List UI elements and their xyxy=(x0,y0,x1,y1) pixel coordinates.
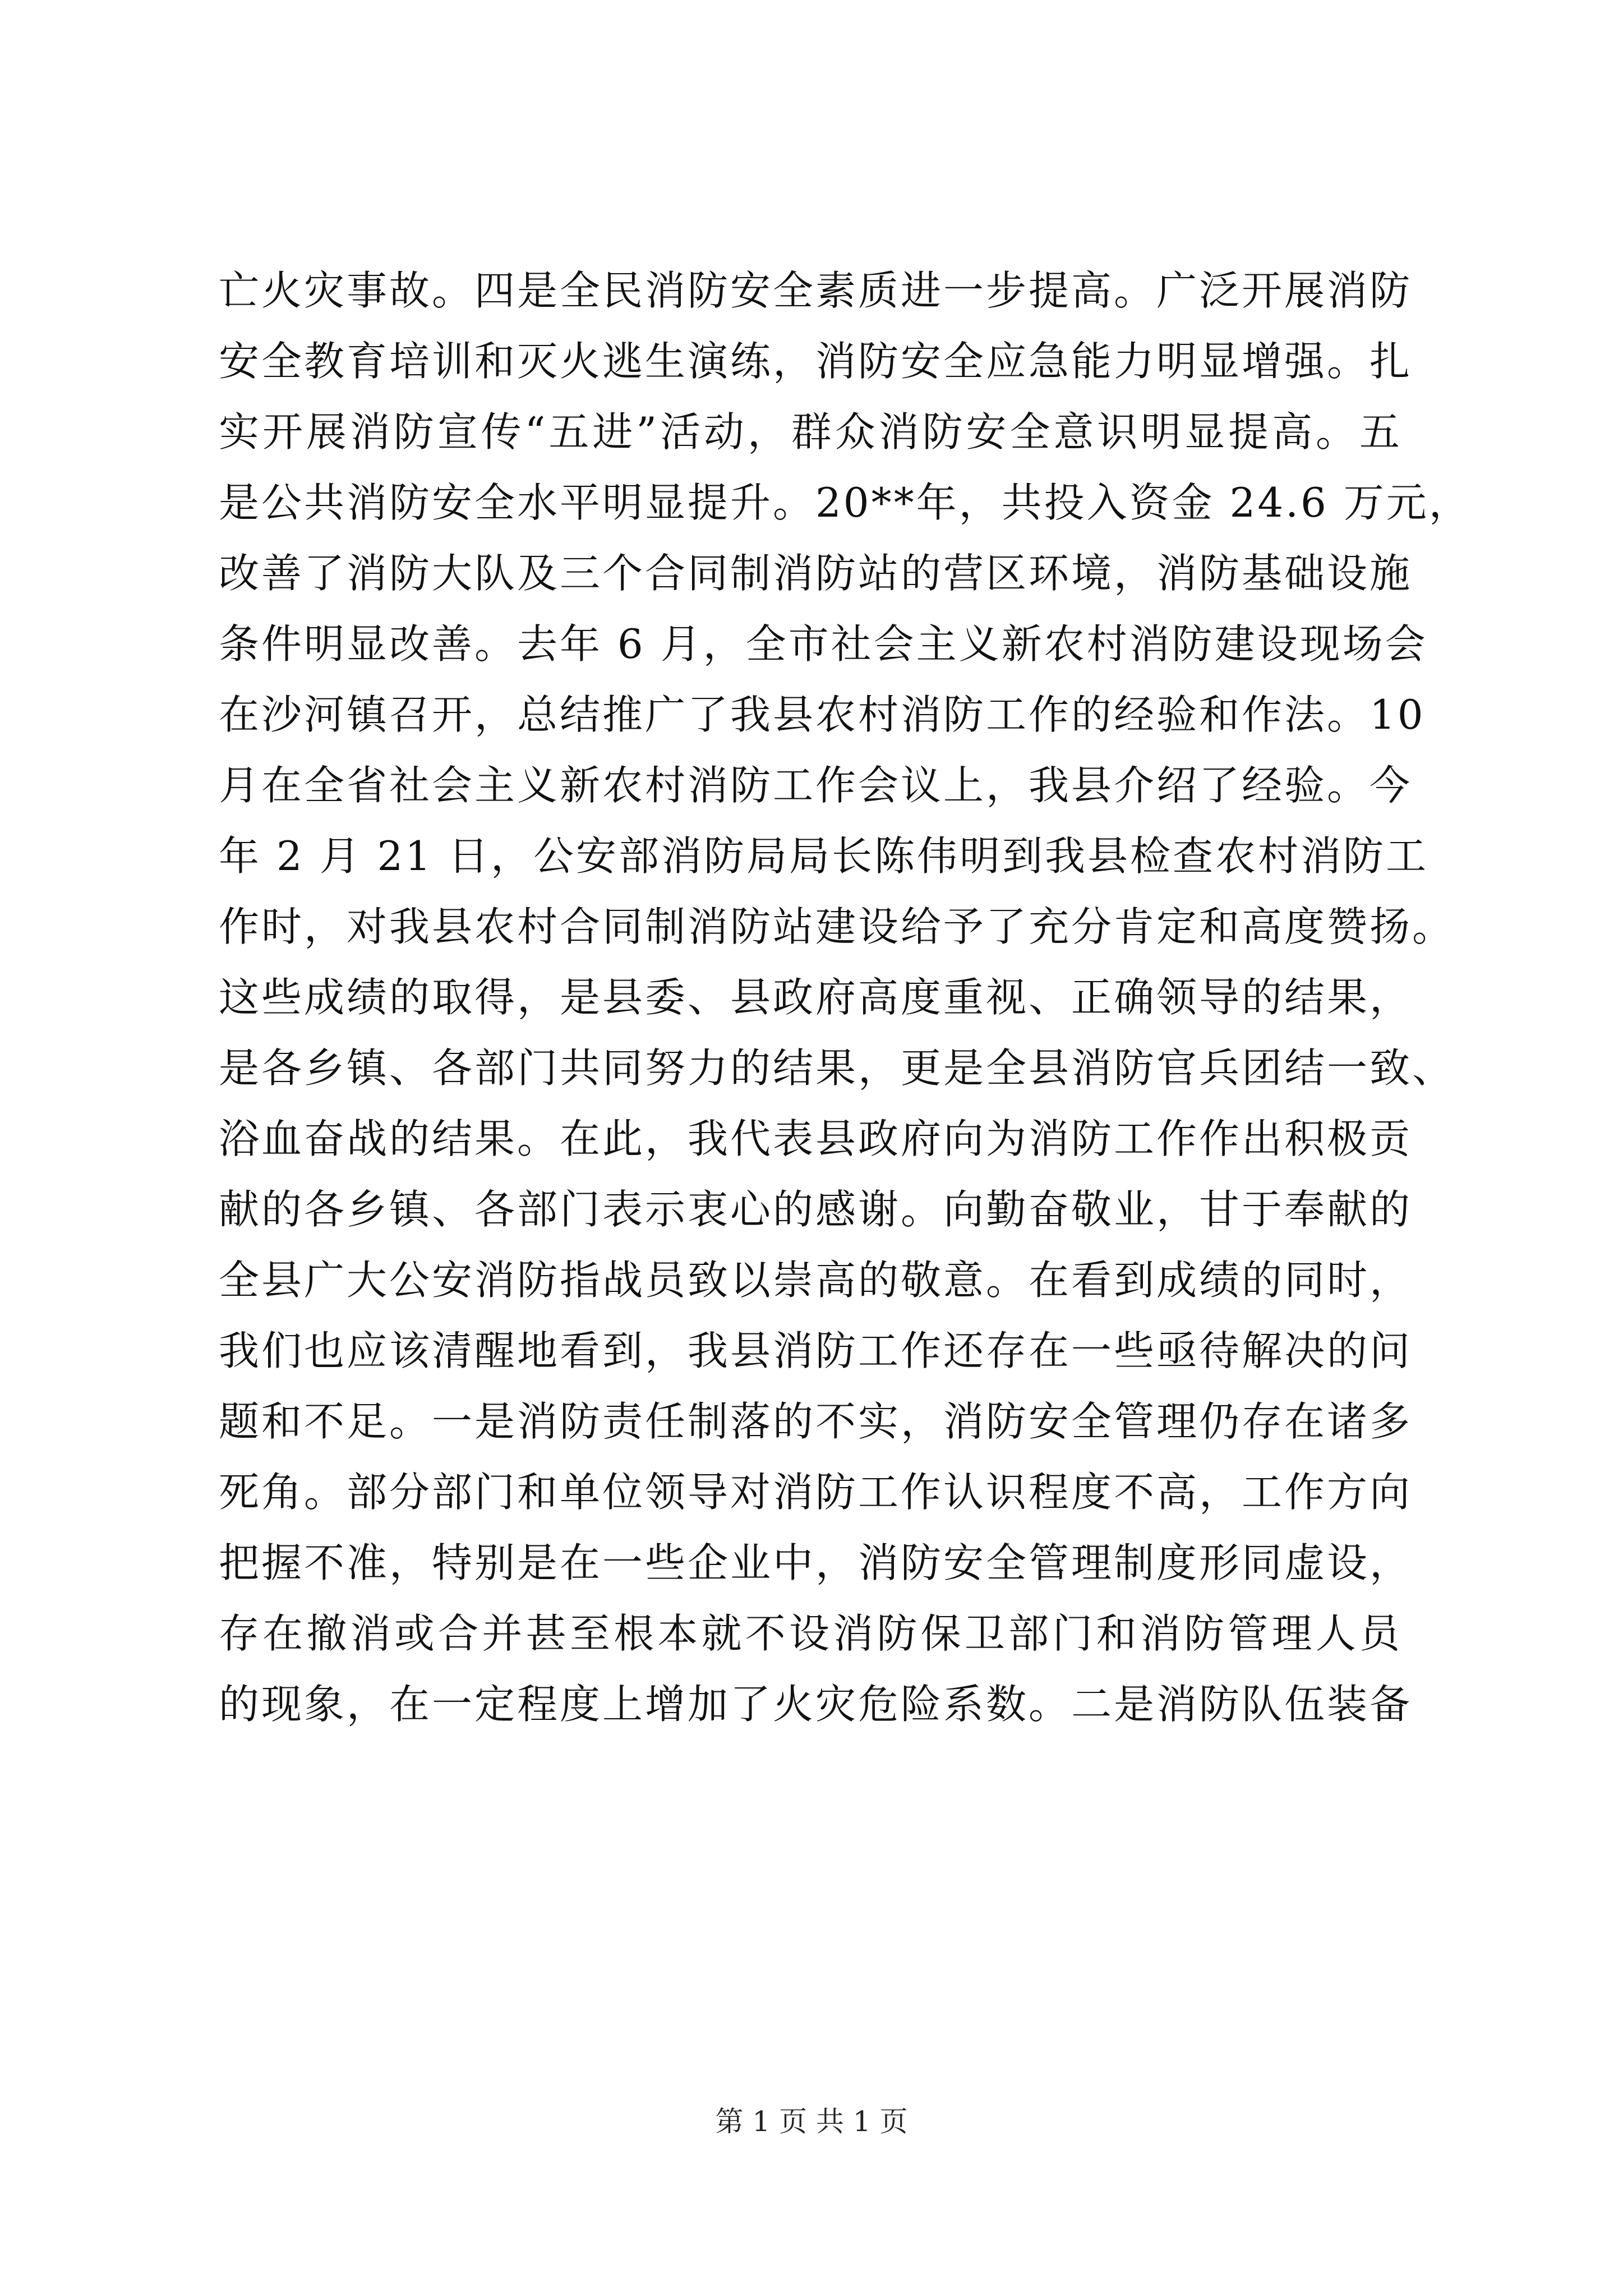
text-line-16: 我们也应该清醒地看到，我县消防工作还存在一些亟待解决的问 xyxy=(219,1327,1413,1374)
text-line-14: 献的各乡镇、各部门表示衷心的感谢。向勤奋敬业，甘于奉献的 xyxy=(219,1186,1413,1233)
text-line-9: 年 2 月 21 日，公安部消防局局长陈伟明到我县检查农村消防工 xyxy=(219,832,1428,880)
text-line-21: 的现象，在一定程度上增加了火灾危险系数。二是消防队伍装备 xyxy=(219,1681,1413,1728)
text-line-12: 是各乡镇、各部门共同努力的结果，更是全县消防官兵团结一致、 xyxy=(219,1045,1455,1092)
text-line-3: 实开展消防宣传“五进”活动，群众消防安全意识明显提高。五 xyxy=(219,408,1402,455)
page-number-label: 第 1 页 共 1 页 xyxy=(715,2105,908,2138)
text-line-13: 浴血奋战的结果。在此，我代表县政府向为消防工作作出积极贡 xyxy=(219,1115,1413,1162)
text-line-11: 这些成绩的取得，是县委、县政府高度重视、正确领导的结果， xyxy=(219,974,1413,1021)
text-line-1: 亡火灾事故。四是全民消防安全素质进一步提高。广泛开展消防 xyxy=(219,267,1413,314)
body-text xyxy=(219,255,1472,1740)
text-line-19: 把握不准，特别是在一些企业中，消防安全管理制度形同虚设， xyxy=(219,1539,1413,1586)
text-line-6: 条件明显改善。去年 6 月，全市社会主义新农村消防建设现场会 xyxy=(219,620,1428,668)
text-line-8: 月在全省社会主义新农村消防工作会议上，我县介绍了经验。今 xyxy=(219,762,1413,809)
page-footer xyxy=(0,2105,1623,2138)
text-line-15: 全县广大公安消防指战员致以崇高的敬意。在看到成绩的同时， xyxy=(219,1257,1413,1304)
text-line-18: 死角。部分部门和单位领导对消防工作认识程度不高，工作方向 xyxy=(219,1469,1413,1516)
text-line-5: 改善了消防大队及三个合同制消防站的营区环境，消防基础设施 xyxy=(219,550,1413,597)
text-line-10: 作时，对我县农村合同制消防站建设给予了充分肯定和高度赞扬。 xyxy=(219,903,1455,950)
text-line-17: 题和不足。一是消防责任制落的不实，消防安全管理仍存在诸多 xyxy=(219,1398,1413,1445)
text-line-20: 存在撤消或合并甚至根本就不设消防保卫部门和消防管理人员 xyxy=(219,1610,1402,1657)
text-line-2: 安全教育培训和灭火逃生演练，消防安全应急能力明显增强。扎 xyxy=(219,338,1413,385)
text-line-4: 是公共消防安全水平明显提升。20**年，共投入资金 24.6 万元， xyxy=(219,479,1472,526)
text-line-7: 在沙河镇召开，总结推广了我县农村消防工作的经验和作法。10 xyxy=(219,691,1426,738)
